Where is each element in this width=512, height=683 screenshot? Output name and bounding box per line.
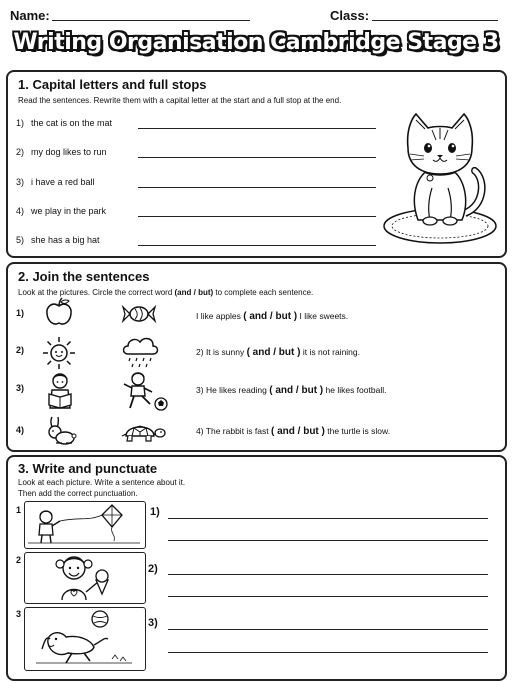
s3-answer-line-2a[interactable] xyxy=(168,574,488,575)
class-field[interactable] xyxy=(372,20,498,21)
s2-sentence-2 xyxy=(196,347,360,358)
section-3-instruction-1: Look at each picture. Write a sentence about it. xyxy=(18,478,186,487)
section-3-instruction-2: Then add the correct punctuation. xyxy=(18,489,138,498)
boy-reading-icon xyxy=(44,372,76,412)
instruction-choice: (and / but) xyxy=(174,288,214,297)
s2-sentence-number: 4) xyxy=(196,426,204,436)
s2-item-number: 4) xyxy=(16,425,25,435)
boy-flying-kite-icon xyxy=(28,503,140,545)
s2-item-number: 1) xyxy=(16,308,25,318)
section-2-title: 2. Join the sentences xyxy=(18,269,150,284)
s1-item-number: 3) xyxy=(16,177,25,187)
s1-answer-line-4[interactable] xyxy=(138,216,376,217)
name-field[interactable] xyxy=(52,20,250,21)
s1-item-text: i have a red ball xyxy=(31,177,95,187)
s3-frame-number: 2 xyxy=(16,555,22,565)
section-1-title: 1. Capital letters and full stops xyxy=(18,77,207,92)
s1-item-text: she has a big hat xyxy=(31,235,100,245)
s2-sentence-number: 3) xyxy=(196,385,204,395)
s1-answer-line-1[interactable] xyxy=(138,128,376,129)
class-label: Class: xyxy=(330,8,370,23)
s3-frame-number: 3 xyxy=(16,609,22,619)
s2-choice-and-but[interactable]: ( and / but ) xyxy=(246,347,301,358)
dog-jumping-for-ball-icon xyxy=(32,609,138,667)
rain-cloud-icon xyxy=(120,334,160,370)
instruction-text: to complete each sentence. xyxy=(213,288,314,297)
s1-item-text: we play in the park xyxy=(31,206,107,216)
s2-choice-and-but[interactable]: ( and / but ) xyxy=(243,311,298,322)
s1-answer-line-2[interactable] xyxy=(138,157,376,158)
instruction-text: Look at the pictures. Circle the correct word xyxy=(18,288,175,297)
cat-on-rug-icon xyxy=(380,108,498,248)
s2-sentence-end: the turtle is slow. xyxy=(324,426,391,436)
s1-answer-line-3[interactable] xyxy=(138,187,376,188)
s2-sentence-end: it is not raining. xyxy=(300,347,360,357)
s3-answer-number: 3) xyxy=(148,617,158,629)
name-label: Name: xyxy=(10,8,50,23)
s1-item-number: 5) xyxy=(16,235,25,245)
s2-sentence-end: I like sweets. xyxy=(297,311,349,321)
s2-sentence-start: He likes reading xyxy=(205,385,270,395)
apple-icon xyxy=(44,297,74,327)
s1-answer-line-5[interactable] xyxy=(138,245,376,246)
s2-item-number: 3) xyxy=(16,383,25,393)
s3-answer-number: 1) xyxy=(150,506,160,518)
s3-answer-line-2b[interactable] xyxy=(168,596,488,597)
worksheet-title: Writing Organisation Cambridge Stage 3 xyxy=(13,30,499,55)
s3-answer-line-3b[interactable] xyxy=(168,652,488,653)
s1-item-number: 4) xyxy=(16,206,25,216)
s3-answer-line-1a[interactable] xyxy=(168,518,488,519)
s1-item-number: 2) xyxy=(16,147,25,157)
s1-item-text: the cat is on the mat xyxy=(31,118,113,128)
s2-sentence-4 xyxy=(196,426,390,437)
s3-answer-line-3a[interactable] xyxy=(168,629,488,630)
s1-item-number: 1) xyxy=(16,118,25,128)
boy-playing-football-icon xyxy=(120,372,168,412)
sun-icon xyxy=(42,336,76,370)
s3-answer-line-1b[interactable] xyxy=(168,540,488,541)
girl-with-ice-cream-icon xyxy=(44,554,124,600)
s3-answer-number: 2) xyxy=(148,563,158,575)
s2-sentence-start: I like apples xyxy=(196,311,244,321)
s2-sentence-3 xyxy=(196,385,386,396)
section-1-instruction: Read the sentences. Rewrite them with a capital letter at the start and a full stop at the end. xyxy=(18,96,342,105)
s1-item-text: my dog likes to run xyxy=(31,147,107,157)
s2-choice-and-but[interactable]: ( and / but ) xyxy=(269,385,324,396)
s2-sentence-end: he likes football. xyxy=(323,385,387,395)
s2-sentence-number: 2) xyxy=(196,347,204,357)
rabbit-icon xyxy=(42,415,76,445)
s2-choice-and-but[interactable]: ( and / but ) xyxy=(270,426,325,437)
turtle-icon xyxy=(118,418,166,444)
s3-frame-number: 1 xyxy=(16,505,22,515)
s2-sentence-1 xyxy=(196,311,348,322)
s2-item-number: 2) xyxy=(16,345,25,355)
s2-sentence-start: It is sunny xyxy=(205,347,247,357)
s2-sentence-start: The rabbit is fast xyxy=(205,426,271,436)
section-3-title: 3. Write and punctuate xyxy=(18,461,158,476)
candy-icon xyxy=(122,304,156,324)
